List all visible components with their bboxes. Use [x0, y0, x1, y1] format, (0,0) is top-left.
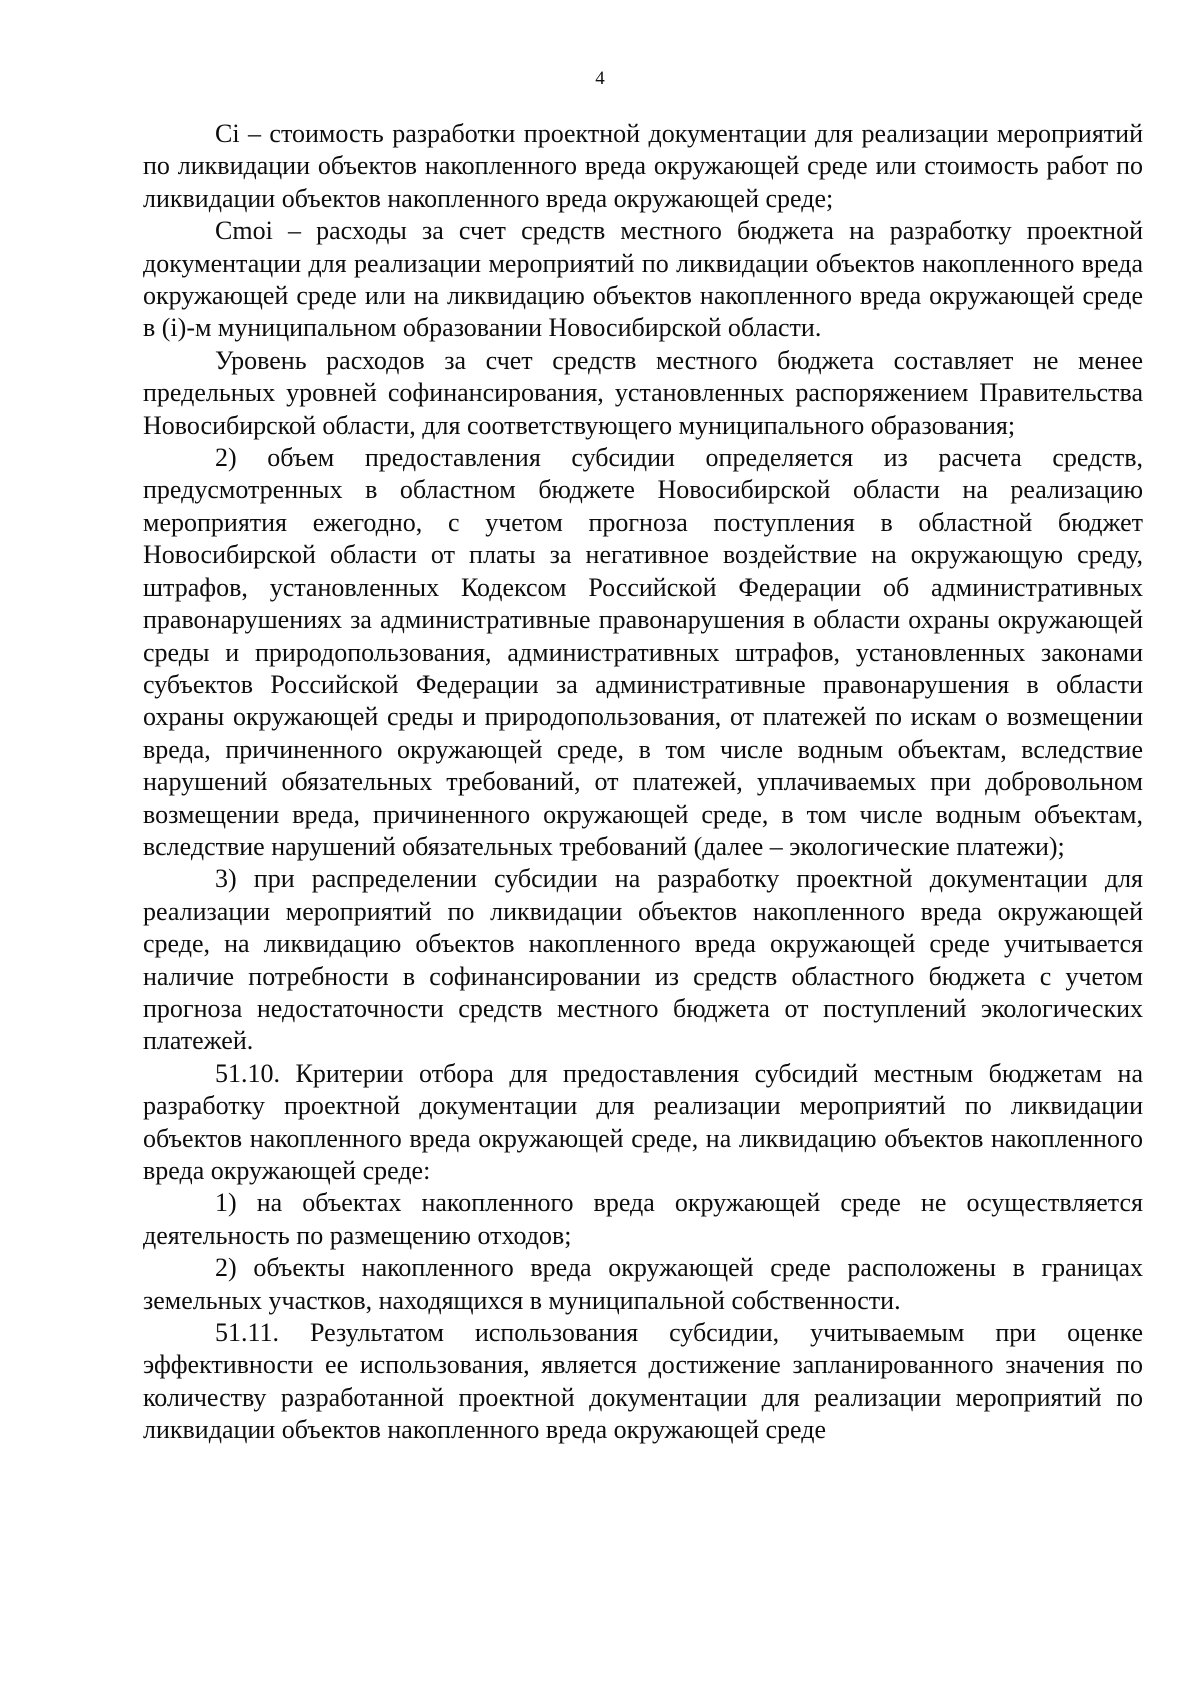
paragraph-expense-level: Уровень расходов за счет средств местного бюджета составляет не менее предельных уровней софинансирования, установленных распоряжением Правительства Новосибирской области, для соответствующего муниципального образования;: [143, 345, 1143, 440]
paragraph-cmoi-definition: Cmoi – расходы за счет средств местного бюджета на разработку проектной документации для реализации мероприятий по ликвидации объектов накопленного вреда окружающей среде или на ликвидацию объектов накопленного вреда окружающей среде в (i)-м муниципальном образовании Новосибирской области.: [143, 216, 1143, 343]
paragraph-criterion-2: 2) объекты накопленного вреда окружающей среде расположены в границах земельных участков, находящихся в муниципальной собственности.: [143, 1253, 1143, 1315]
paragraph-51-10-criteria: 51.10. Критерии отбора для предоставления субсидий местным бюджетам на разработку проектной документации для реализации мероприятий по ликвидации объектов накопленного вреда окружающей среде, на ликвидацию объектов накопленного вреда окружающей среде:: [143, 1058, 1143, 1185]
body-text: [143, 118, 1143, 1447]
paragraph-item-2-subsidy-volume: 2) объем предоставления субсидии определяется из расчета средств, предусмотренных в областном бюджете Новосибирской области на реализацию мероприятия ежегодно, с учетом прогноза поступления в областной бюджет Новосибирской области от платы за негативное воздействие на окружающую среду, штрафов, установленных Кодексом Российской Федерации об административных правонарушениях за административные правонарушения в области охраны окружающей среды и природопользования, административных штрафов, установленных законами субъектов Российской Федерации за административные правонарушения в области охраны окружающей среды и природопользования, от платежей по искам о возмещении вреда, причиненного окружающей среде, в том числе водным объектам, вследствие нарушений обязательных требований, от платежей, уплачиваемых при добровольном возмещении вреда, причиненного окружающей среде, в том числе водным объектам, вследствие нарушений обязательных требований (далее – экологические платежи);: [143, 443, 1143, 861]
paragraph-item-3-distribution: 3) при распределении субсидии на разработку проектной документации для реализации мероприятий по ликвидации объектов накопленного вреда окружающей среде, на ликвидацию объектов накопленного вреда окружающей среде учитывается наличие потребности в софинансировании из средств областного бюджета с учетом прогноза недостаточности средств местного бюджета от поступлений экологических платежей.: [143, 864, 1143, 1056]
paragraph-ci-definition: Ci – стоимость разработки проектной документации для реализации мероприятий по ликвидации объектов накопленного вреда окружающей среде или стоимость работ по ликвидации объектов накопленного вреда окружающей среде;: [143, 119, 1143, 213]
paragraph-51-11-result: 51.11. Результатом использования субсидии, учитываемым при оценке эффективности ее использования, является достижение запланированного значения по количеству разработанной проектной документации для реализации мероприятий по ликвидации объектов накопленного вреда окружающей среде: [143, 1318, 1143, 1445]
page-number: 4: [595, 68, 605, 89]
paragraph-criterion-1: 1) на объектах накопленного вреда окружающей среде не осуществляется деятельность по размещению отходов;: [143, 1188, 1143, 1250]
